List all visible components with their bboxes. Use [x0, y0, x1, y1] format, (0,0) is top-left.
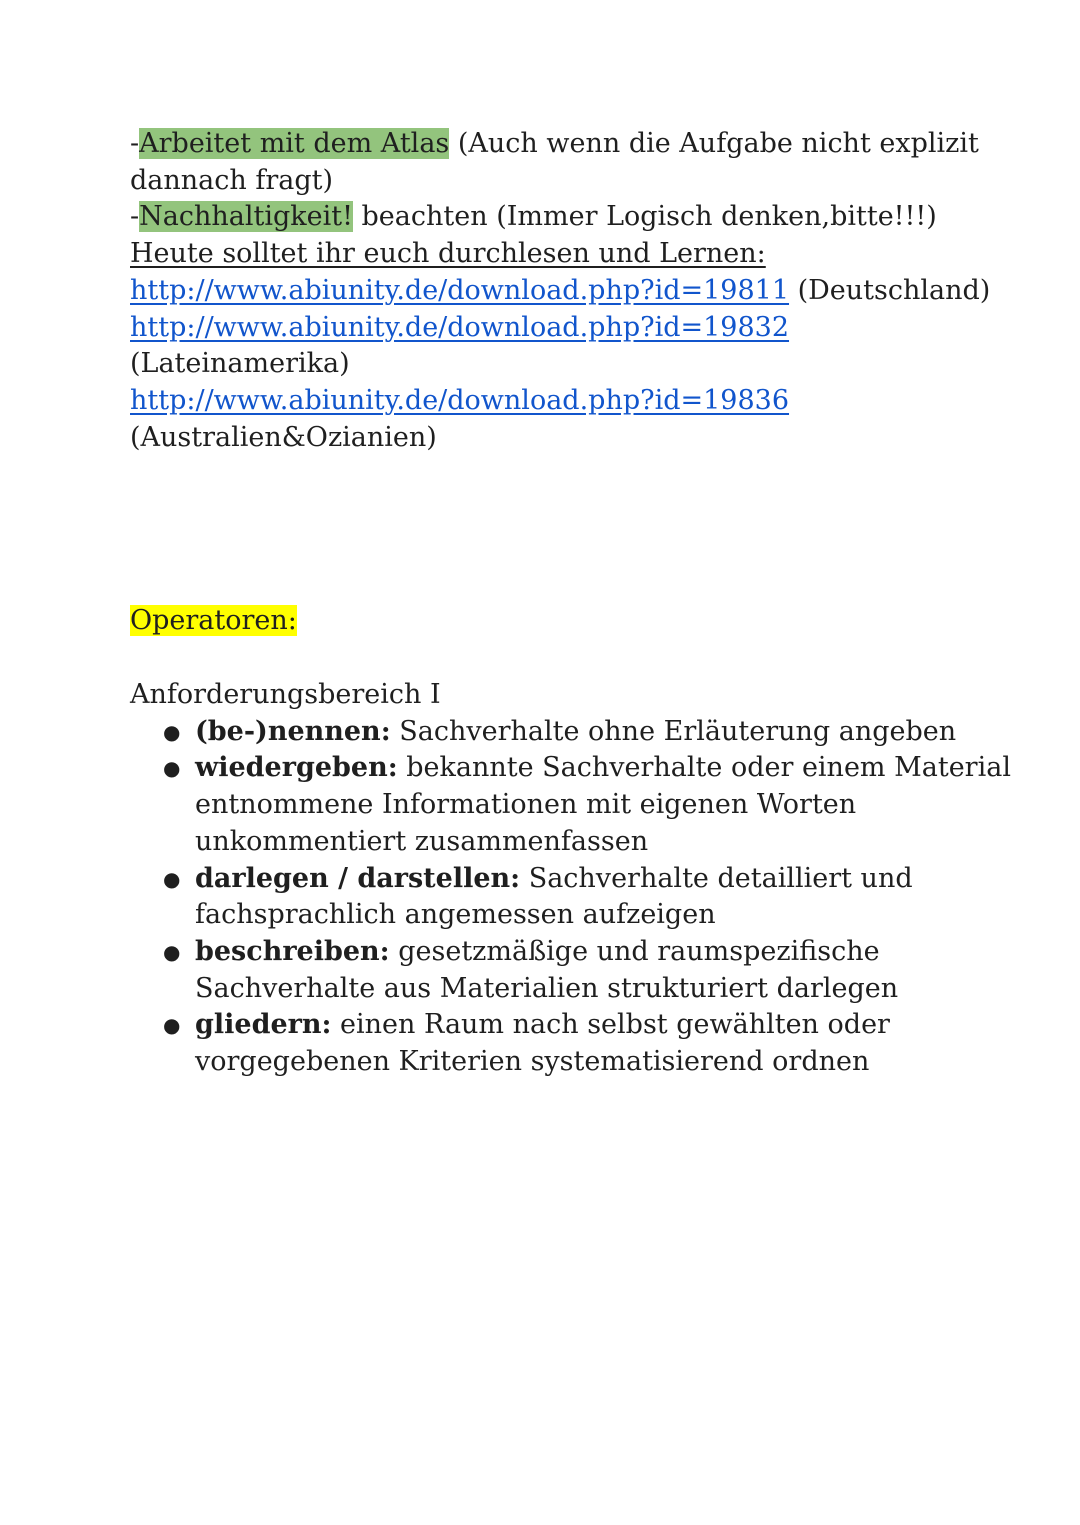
list-item — [163, 1007, 950, 1080]
download-link-19836[interactable]: http://www.abiunity.de/download.php?id=19836 — [130, 384, 790, 416]
list-item — [163, 714, 957, 751]
reading-heading: Heute solltet ihr euch durchlesen und Lernen: — [130, 238, 766, 270]
download-link-19832[interactable]: http://www.abiunity.de/download.php?id=19832 — [130, 311, 790, 343]
operator-term: beschreiben: — [195, 935, 390, 967]
dash-prefix: - — [130, 128, 140, 159]
document-page — [130, 126, 1011, 1081]
atlas-note — [130, 126, 979, 163]
operator-definition: einen Raum nach selbst gewählten oder — [331, 1009, 890, 1041]
operator-definition-continued: unkommentiert zusammenfassen — [195, 825, 649, 857]
operator-definition: bekannte Sachverhalte oder einem Material — [397, 752, 1011, 784]
operator-term: wiedergeben: — [195, 752, 398, 784]
bullet-icon: ● — [163, 939, 181, 964]
dash-prefix: - — [130, 201, 140, 233]
operator-definition: gesetzmäßige und raumspezifische — [389, 935, 880, 967]
list-item — [163, 750, 1011, 860]
bullet-icon: ● — [163, 756, 181, 781]
link-label-lateinamerika: (Lateinamerika) — [130, 348, 350, 380]
atlas-note-text: (Auch wenn die Aufgabe nicht explizit — [449, 128, 979, 159]
list-item — [163, 861, 950, 934]
link-row-australien — [130, 383, 950, 420]
operators-title: Operatoren: — [130, 605, 297, 637]
sustainability-note-text: beachten (Immer Logisch denken,bitte!!!) — [352, 201, 937, 233]
operator-term: darlegen / darstellen: — [195, 862, 521, 894]
operator-definition-continued: fachsprachlich angemessen aufzeigen — [195, 899, 716, 931]
operator-definition-continued: entnommene Informationen mit eigenen Worten — [195, 789, 857, 821]
link-label-australien: (Australien&Ozianien) — [130, 421, 437, 453]
link-row-deutschland — [130, 273, 991, 310]
atlas-note-continued: dannach fragt) — [130, 164, 334, 196]
list-item — [163, 934, 950, 1007]
operator-definition: Sachverhalte detailliert und — [520, 862, 913, 894]
operators-title-row — [130, 603, 950, 640]
download-link-19811[interactable]: http://www.abiunity.de/download.php?id=19811 — [130, 274, 790, 306]
bullet-icon: ● — [163, 1013, 181, 1038]
operator-term: gliedern: — [195, 1009, 332, 1041]
bullet-icon: ● — [163, 719, 181, 744]
sustainability-note — [130, 199, 950, 236]
link-row-lateinamerika — [130, 310, 950, 347]
bullet-icon: ● — [163, 866, 181, 891]
spacer — [130, 640, 950, 677]
operator-definition-continued: vorgegebenen Kriterien systematisierend ordnen — [195, 1046, 870, 1078]
atlas-highlight: Arbeitet mit dem Atlas — [139, 128, 450, 159]
link-label-deutschland: (Deutschland) — [789, 274, 991, 306]
operator-definition: Sachverhalte ohne Erläuterung angeben — [390, 715, 957, 747]
operator-list — [130, 714, 1011, 1081]
operator-definition-continued: Sachverhalte aus Materialien strukturiert darlegen — [195, 972, 899, 1004]
spacer — [130, 456, 950, 603]
operator-term: (be-)nennen: — [195, 715, 391, 747]
sustainability-highlight: Nachhaltigkeit! — [139, 201, 353, 233]
section-heading: Anforderungsbereich I — [130, 679, 441, 711]
